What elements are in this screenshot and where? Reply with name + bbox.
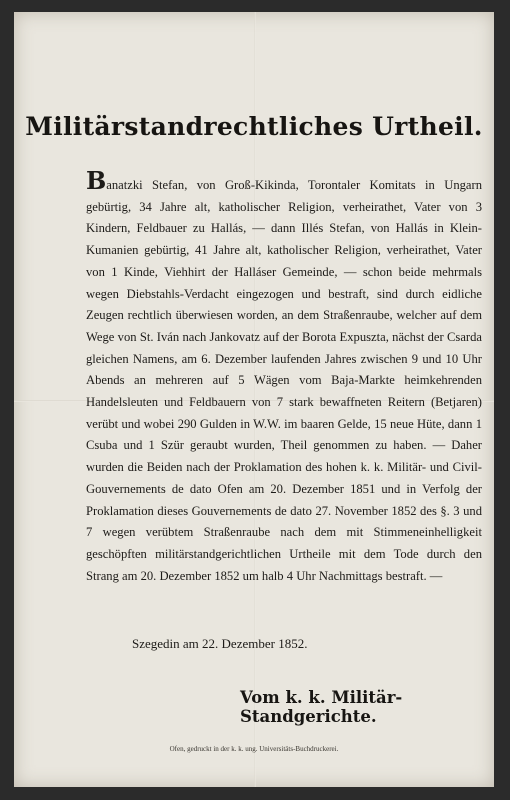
document-title: Militärstandrechtliches Urtheil. xyxy=(25,112,483,141)
issuing-court: Vom k. k. Militär-Standgerichte. xyxy=(240,688,403,726)
document-sheet xyxy=(14,12,494,787)
drop-cap: B xyxy=(86,166,107,195)
verdict-body: anatzki Stefan, von Groß-Kikinda, Torontaler Komitats in Ungarn gebürtig, 34 Jahre alt, katholischer Religion, verheirathet, Vater von 3 Kindern, Feldbauer zu Hallás, — dann Illés Stefan, von Hallás in Klein-Kumanien gebürtig, 41 Jahre alt, katholischer Religion, verheirathet, Vater von 1 Kinde, Viehhirt der Halláser Gemeinde, — schon beide mehrmals wegen Diebstahls-Verdacht eingezogen und bestraft, sind durch eidliche Zeugen rechtlich überwiesen worden, an dem Straßenraube, welcher auf dem Wege von St. Iván nach Jankovatz auf der Borota Expuszta, nächst der Csarda gleichen Namens, am 6. Dezember laufenden Jahres zwischen 9 und 10 Uhr Abends an mehreren auf 5 Wägen vom Baja-Markte heimkehrenden Handelsleuten und Feldbauern von 7 stark bewaffneten Reitern (Betjaren) verübt und wobei 290 Gulden in W.W. im baaren Gelde, 15 neue Hüte, dann 1 Csuba und 1 Szür geraubt wurden, Theil genommen zu haben. — Daher wurden die Beiden nach der Proklamation des hohen k. k. Militär- und Civil-Gouvernements de dato Ofen am 20. Dezember 1851 und in Verfolg der Proklamation dieses Gouvernements de dato 27. November 1852 des §. 3 und 7 wegen verübtem Straßenraube nach dem mit Stimmeneinhelligkeit geschöpften militärstandgerichtlichen Urtheile mit dem Tode durch den Strang am 20. Dezember 1852 um halb 4 Uhr Nachmittags bestraft. — xyxy=(86,178,482,583)
verdict-text xyxy=(86,166,482,587)
printer-imprint: Ofen, gedruckt in der k. k. ung. Universitäts-Buchdruckerei. xyxy=(169,745,339,753)
place-and-date: Szegedin am 22. Dezember 1852. xyxy=(132,636,308,651)
